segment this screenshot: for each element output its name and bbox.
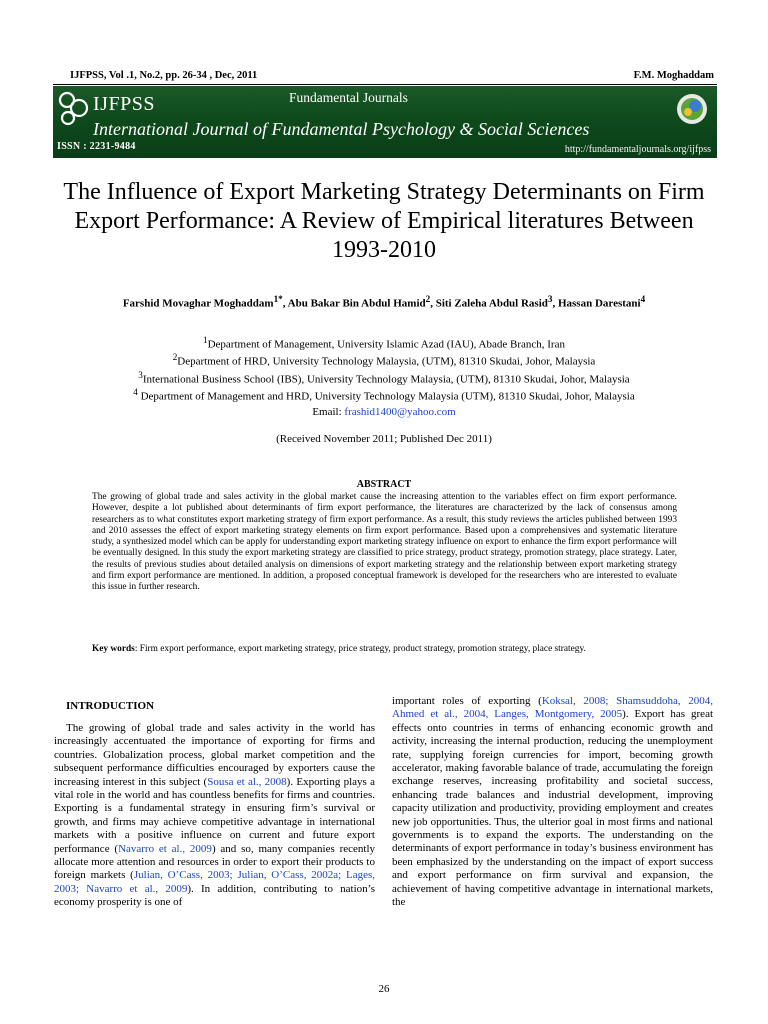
- body-column-left: [54, 722, 375, 910]
- page-number: 26: [378, 983, 390, 995]
- keywords: [92, 644, 677, 655]
- section-heading-introduction: INTRODUCTION: [66, 700, 155, 712]
- paragraph: important roles of exporting (Koksal, 2008; Shamsuddoha, 2004, Ahmed et al., 2004, Langes, Montgomery, 2005). Export has great effects onto countries in terms of enhancing economic growth and activity, increasing the internal production, reducing the unemployment rate, supplying foreign currencies for import, becoming growth accelerator, making favorable balance of trade, accumulating the foreign exchange reserves, increasing profitability and societal success, enhancing trade balances and industrial development, improving capacity utilization and productivity, providing employment and creates new job opportunities. Thus, the ulterior goal in most firms and national governments is to expand the exports. The understanding on the determinants of export performance in today’s business environment has been emphasized by the understanding on the impact of export success and export performance on firm survival and expansion, the achievement of having competitive advantage in international markets, the: [392, 695, 714, 909]
- journal-name: International Journal of Fundamental Psychology & Social Sciences: [93, 119, 590, 139]
- citation-link[interactable]: Navarro et al., 2009: [118, 842, 212, 855]
- affiliation: $^2$Department of HRD, University Technology Malaysia, (UTM), 81310 Skudai, Johor, Malaysia: [172, 352, 596, 368]
- email-link[interactable]: frashid1400@yahoo.com: [344, 406, 456, 418]
- email-label: Email:: [312, 406, 345, 418]
- citation-link[interactable]: Koksal, 2008; Shamsuddoha, 2004, Ahmed et al., 2004, Langes, Montgomery, 2005: [392, 695, 713, 721]
- author-name: Siti Zaleha Abdul Rasid: [435, 297, 548, 310]
- header-rule: [53, 84, 717, 85]
- author-sup: 2: [425, 294, 431, 304]
- journal-banner: [53, 86, 717, 158]
- publisher-name: Fundamental Journals: [289, 90, 408, 105]
- citation-link[interactable]: Julian, O’Cass, 2003; Julian, O’Cass, 2002a; Lages, 2003; Navarro et al., 2009: [54, 869, 375, 895]
- author-sup: 3: [547, 294, 553, 304]
- affiliations: [60, 334, 708, 403]
- keywords-label: Key words: [92, 644, 135, 654]
- paper-title: The Influence of Export Marketing Strategy Determinants on Firm Export Performance: A Review of Empirical literatures Between 1993-2010: [63, 179, 705, 263]
- affiliation: $^1$Department of Management, University Islamic Azad (IAU), Abade Branch, Iran: [203, 335, 565, 351]
- running-head-citation: IJFPSS, Vol .1, No.2, pp. 26-34 , Dec, 2011: [70, 70, 258, 81]
- author-sup: 4: [640, 294, 646, 304]
- journal-logo-icon: [57, 90, 91, 130]
- keywords-text: : Firm export performance, export marketing strategy, price strategy, product strategy, promotion strategy, place strategy.: [134, 644, 586, 654]
- affiliation: $^4$ Department of Management and HRD, University Technology Malaysia (UTM), 81310 Skudai, Johor, Malaysia: [133, 386, 635, 403]
- body-column-right: [392, 695, 713, 910]
- author-name: Farshid Movaghar Moghaddam: [122, 297, 274, 310]
- author-name: Hassan Darestani: [557, 297, 641, 310]
- issn: ISSN : 2231-9484: [57, 141, 136, 152]
- paragraph: The growing of global trade and sales activity in the world has increasingly accentuated the importance of exporting for firms and countries. Globalization process, global market competition and the subsequent performance difficulties encouraged by exporters cause the increasing interest in this subject (Sousa et al., 2008). Exporting plays a vital role in the world and has countless benefits for firms and countries. Exporting is a fundamental strategy in ensuring firm’s survival or growth, and firms may achieve competitive advantage in international markets with a positive influence on current and future export performance (Navarro et al., 2009) and so, many companies recently allocate more attention and resources in order to export their products to foreign markets (Julian, O’Cass, 2003; Julian, O’Cass, 2002a; Lages, 2003; Navarro et al., 2009). In addition, contributing to nation’s economy prosperity is one of: [54, 722, 375, 909]
- journal-brand: IJFPSS: [93, 93, 155, 115]
- running-head-author: F.M. Moghaddam: [633, 70, 714, 81]
- affiliation: $^3$International Business School (IBS), University Technology Malaysia, (UTM), 81310 Skudai, Johor, Malaysia: [138, 369, 630, 386]
- globe-icon: [675, 92, 709, 126]
- journal-url[interactable]: http://fundamentaljournals.org/ijfpss: [564, 144, 711, 155]
- contact-email: [60, 406, 708, 418]
- abstract-text: The growing of global trade and sales activity in the global market cause the increasing attention to the variables effect on firm export performance. However, despite a lot published about determinants of firm export performance, the literatures are characterized by the lack of consensus among researchers as to what constitutes export marketing strategy of firm export performance. As a result, this study reviews the articles published between 1993 and 2010 assesses the effect of export marketing strategy elements on firm export performance. Based upon a comprehensives and systematic literature study, a synthesized model which can be apply for understanding export marketing strategy influence on export to enhance the firm export performance will be eventually designed. In this study the export marketing strategy are classified to price strategy, product strategy, promotion strategy, place strategy. Later, the results of previous studies about detailed analysis on dimensions of export marketing strategy and the relationship between export marketing strategy and firm export performance are mentioned. In addition, a proposed conceptual framework is developed for the researchers who are interested to evaluate this issue in further research.: [92, 492, 677, 593]
- abstract-heading: ABSTRACT: [356, 479, 412, 490]
- author-name: Abu Bakar Bin Abdul Hamid: [287, 297, 426, 310]
- author-list: Farshid Movaghar Moghaddam$^{1*}$, Abu Bakar Bin Abdul Hamid$^2$, Siti Zaleha Abdul Rasid$^3$, Hassan Darestani$^4$: [122, 294, 646, 310]
- citation-link[interactable]: Sousa et al., 2008: [207, 775, 287, 788]
- received-dates: (Received November 2011; Published Dec 2011): [276, 433, 492, 445]
- author-sup: 1*: [273, 294, 283, 304]
